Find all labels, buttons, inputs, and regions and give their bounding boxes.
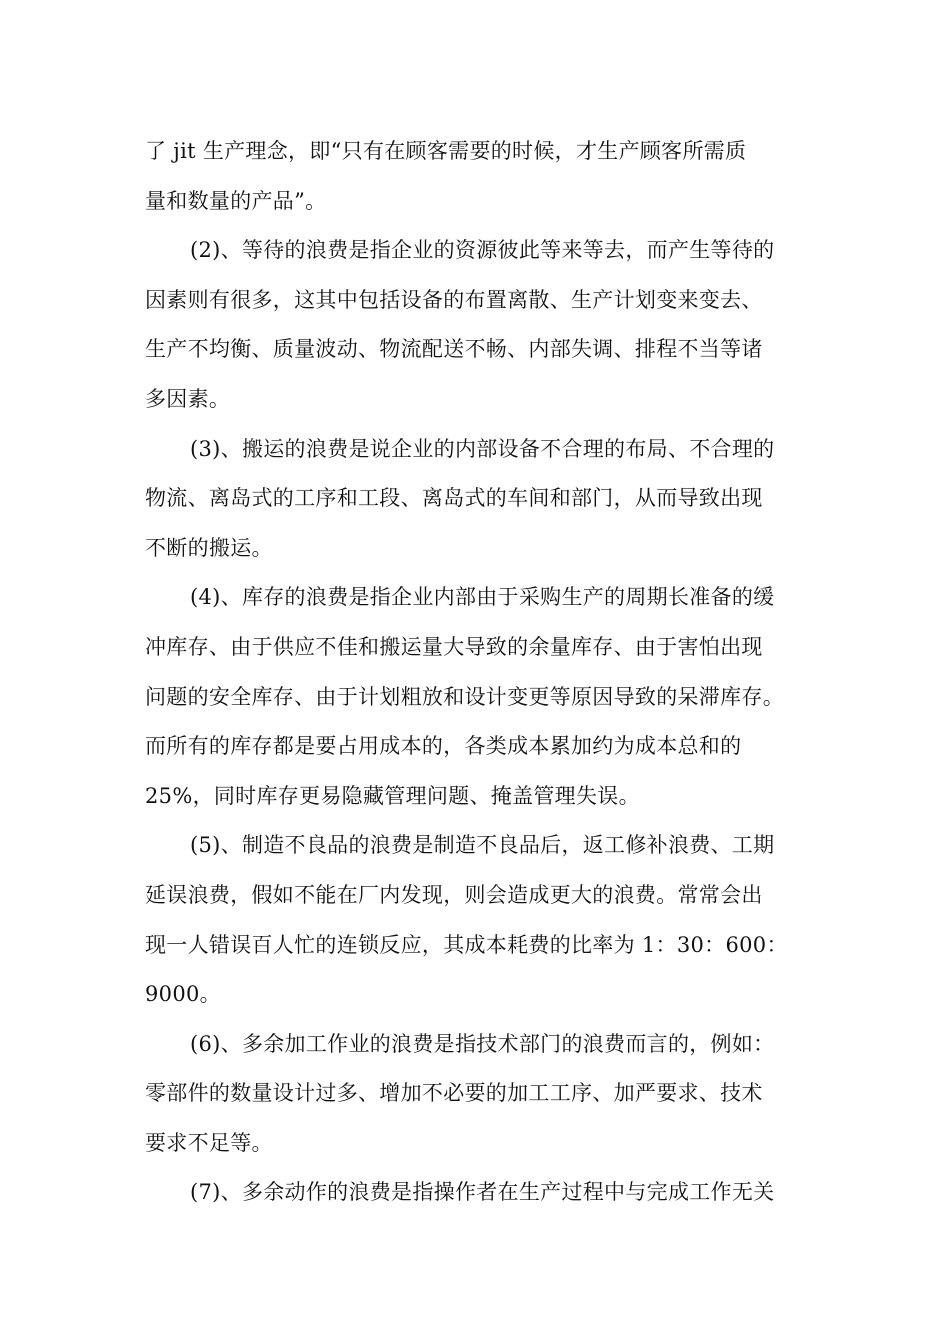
- text-line: 量和数量的产品”。: [145, 188, 327, 213]
- text-line: 物流、离岛式的工序和工段、离岛式的车间和部门，从而导致出现: [145, 486, 763, 511]
- text-line: 冲库存、由于供应不佳和搬运量大导致的余量库存、由于害怕出现: [145, 634, 763, 659]
- text-line: 因素则有很多，这其中包括设备的布置离散、生产计划变来变去、: [145, 287, 763, 312]
- text-line: 25%，同时库存更易隐藏管理问题、掩盖管理失误。: [145, 783, 640, 808]
- paragraph-start-line: (3)、搬运的浪费是说企业的内部设备不合理的布局、不合理的: [190, 436, 775, 461]
- text-line: 延误浪费，假如不能在厂内发现，则会造成更大的浪费。常常会出: [145, 882, 763, 907]
- paragraph-start-line: (2)、等待的浪费是指企业的资源彼此等来等去，而产生等待的: [190, 238, 775, 263]
- text-line: 现一人错误百人忙的连锁反应，其成本耗费的比率为 1：30：600：: [145, 932, 788, 957]
- paragraph-start-line: (5)、制造不良品的浪费是制造不良品后，返工修补浪费、工期: [190, 833, 775, 858]
- paragraph-start-line: (4)、库存的浪费是指企业内部由于采购生产的周期长准备的缓: [190, 585, 775, 610]
- text-line: 9000。: [145, 982, 221, 1007]
- text-line: 问题的安全库存、由于计划粗放和设计变更等原因导致的呆滞库存。: [145, 684, 784, 709]
- text-line: 多因素。: [145, 386, 231, 411]
- document-body: [145, 127, 813, 1218]
- text-line: 要求不足等。: [145, 1130, 273, 1155]
- text-line: 而所有的库存都是要占用成本的，各类成本累加约为成本总和的: [145, 734, 742, 759]
- text-line: 不断的搬运。: [145, 535, 273, 560]
- text-line: 零部件的数量设计过多、增加不必要的加工工序、加严要求、技术: [145, 1081, 763, 1106]
- paragraph-start-line: (6)、多余加工作业的浪费是指技术部门的浪费而言的，例如：: [190, 1031, 775, 1056]
- paragraph-start-line: (7)、多余动作的浪费是指操作者在生产过程中与完成工作无关: [190, 1180, 775, 1205]
- text-line: 生产不均衡、质量波动、物流配送不畅、内部失调、排程不当等诸: [145, 337, 763, 362]
- text-line: 了 jit 生产理念，即“只有在顾客需要的时候，才生产顾客所需质: [145, 139, 747, 163]
